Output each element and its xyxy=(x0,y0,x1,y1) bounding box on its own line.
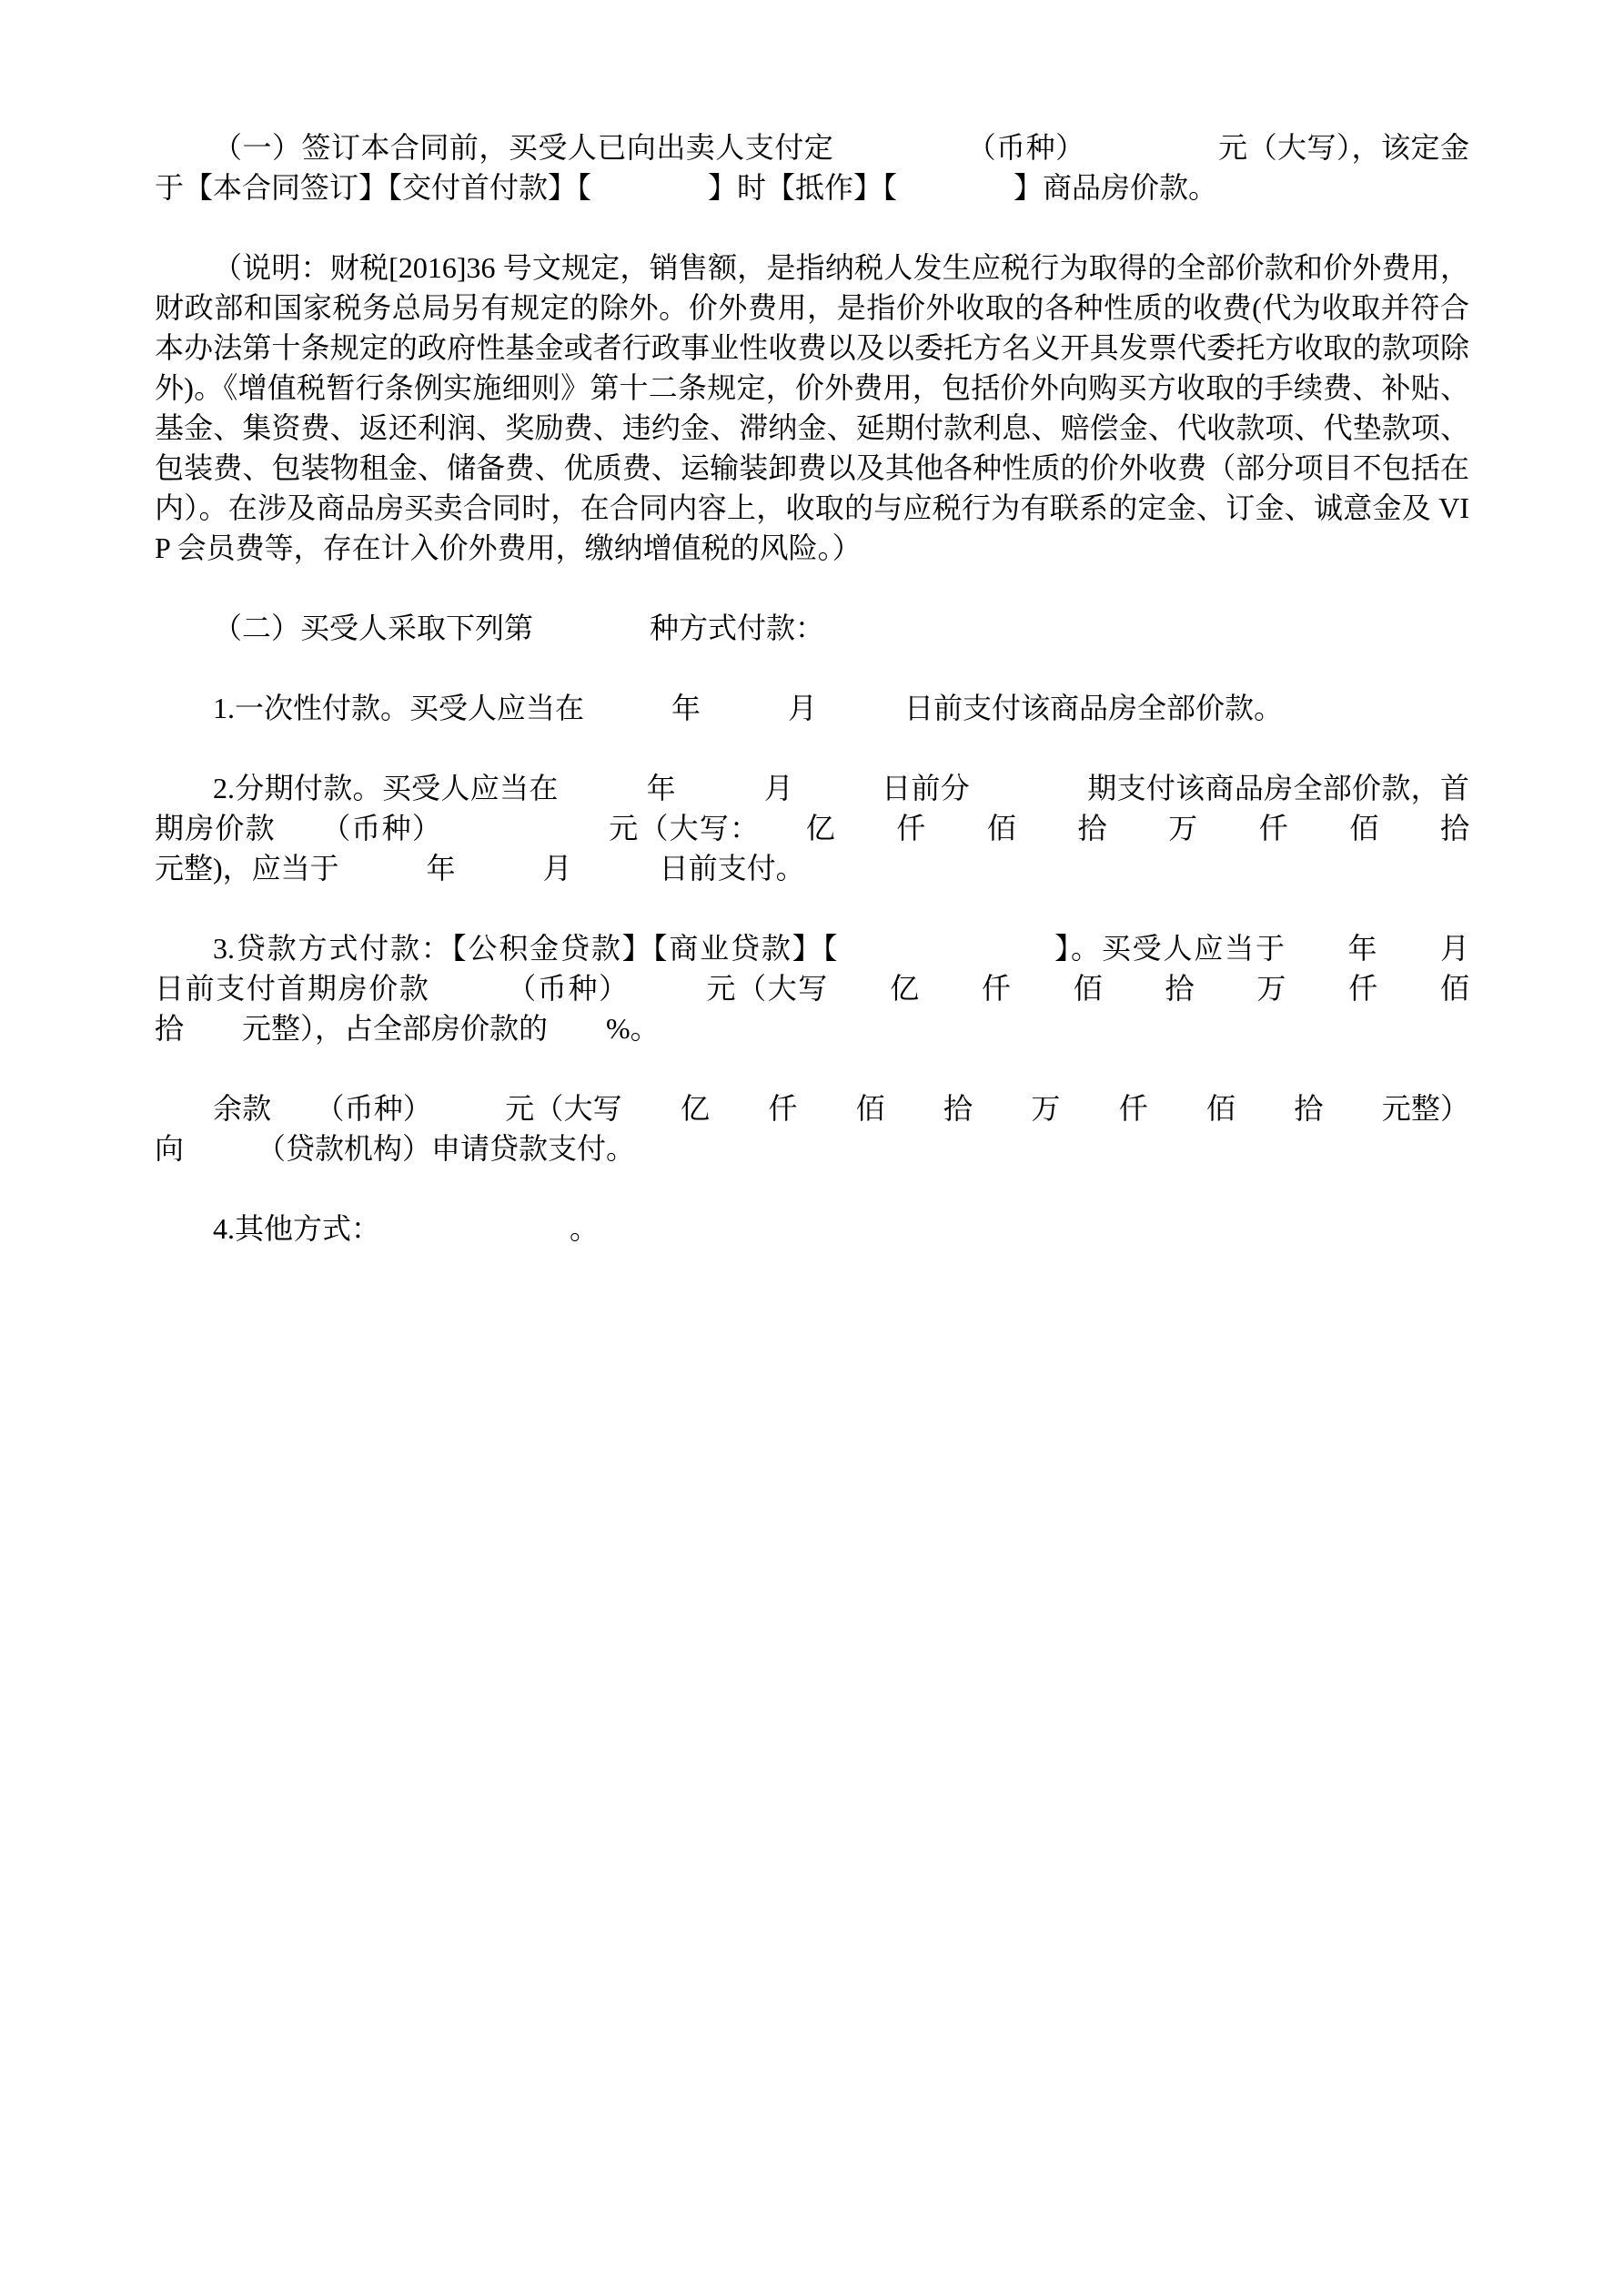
paragraph-clause-2-payment-method: （二）买受人采取下列第 种方式付款： xyxy=(213,612,825,644)
paragraph-option-4-other: 4.其他方式： 。 xyxy=(213,1212,600,1245)
paragraph-option-3-loan: 3.贷款方式付款：【公积金贷款】【商业贷款】【 】。买受人应当于 年 月 日前支付首期房价款 （币种） 元（大写 亿 仟 佰 拾 万 仟 佰 拾 元整），占全部房价款的 %。 xyxy=(155,932,1528,1045)
paragraph-option-2-installment: 2.分期付款。买受人应当在 年 月 日前分 期支付该商品房全部价款，首期房价款 （币种） 元（大写： 亿 仟 佰 拾 万 仟 佰 拾 元整)，应当于 年 月 日前支付。 xyxy=(155,772,1528,885)
paragraph-option-1-lump-sum: 1.一次性付款。买受人应当在 年 月 日前支付该商品房全部价款。 xyxy=(213,692,1284,724)
paragraph-clause-1-deposit: （一）签订本合同前，买受人已向出卖人支付定 （币种） 元（大写），该定金于【本合同签订】【交付首付款】【 】时【抵作】【 】商品房价款。 xyxy=(155,131,1469,204)
paragraph-option-3-loan-balance: 余款 （币种） 元（大写 亿 仟 佰 拾 万 仟 佰 拾 元整）向 （贷款机构）申请贷款支付。 xyxy=(155,1092,1469,1165)
paragraph-tax-explanation-note: （说明：财税[2016]36 号文规定，销售额，是指纳税人发生应税行为取得的全部价款和价外费用，财政部和国家税务总局另有规定的除外。价外费用，是指价外收取的各种性质的收费(代为收取并符合本办法第十条规定的政府性基金或者行政事业性收费以及以委托方名义开具发票代委托方收取的款项除外)。《增值税暂行条例实施细则》第十二条规定，价外费用，包括价外向购买方收取的手续费、补贴、基金、集资费、返还利润、奖励费、违约金、滞纳金、延期付款利息、赔偿金、代收款项、代垫款项、包装费、包装物租金、储备费、优质费、运输装卸费以及其他各种性质的价外收费（部分项目不包括在内）。在涉及商品房买卖合同时，在合同内容上，收取的与应税行为有联系的定金、订金、诚意金及 VIP 会员费等，存在计入价外费用，缴纳增值税的风险。） xyxy=(155,251,1469,564)
